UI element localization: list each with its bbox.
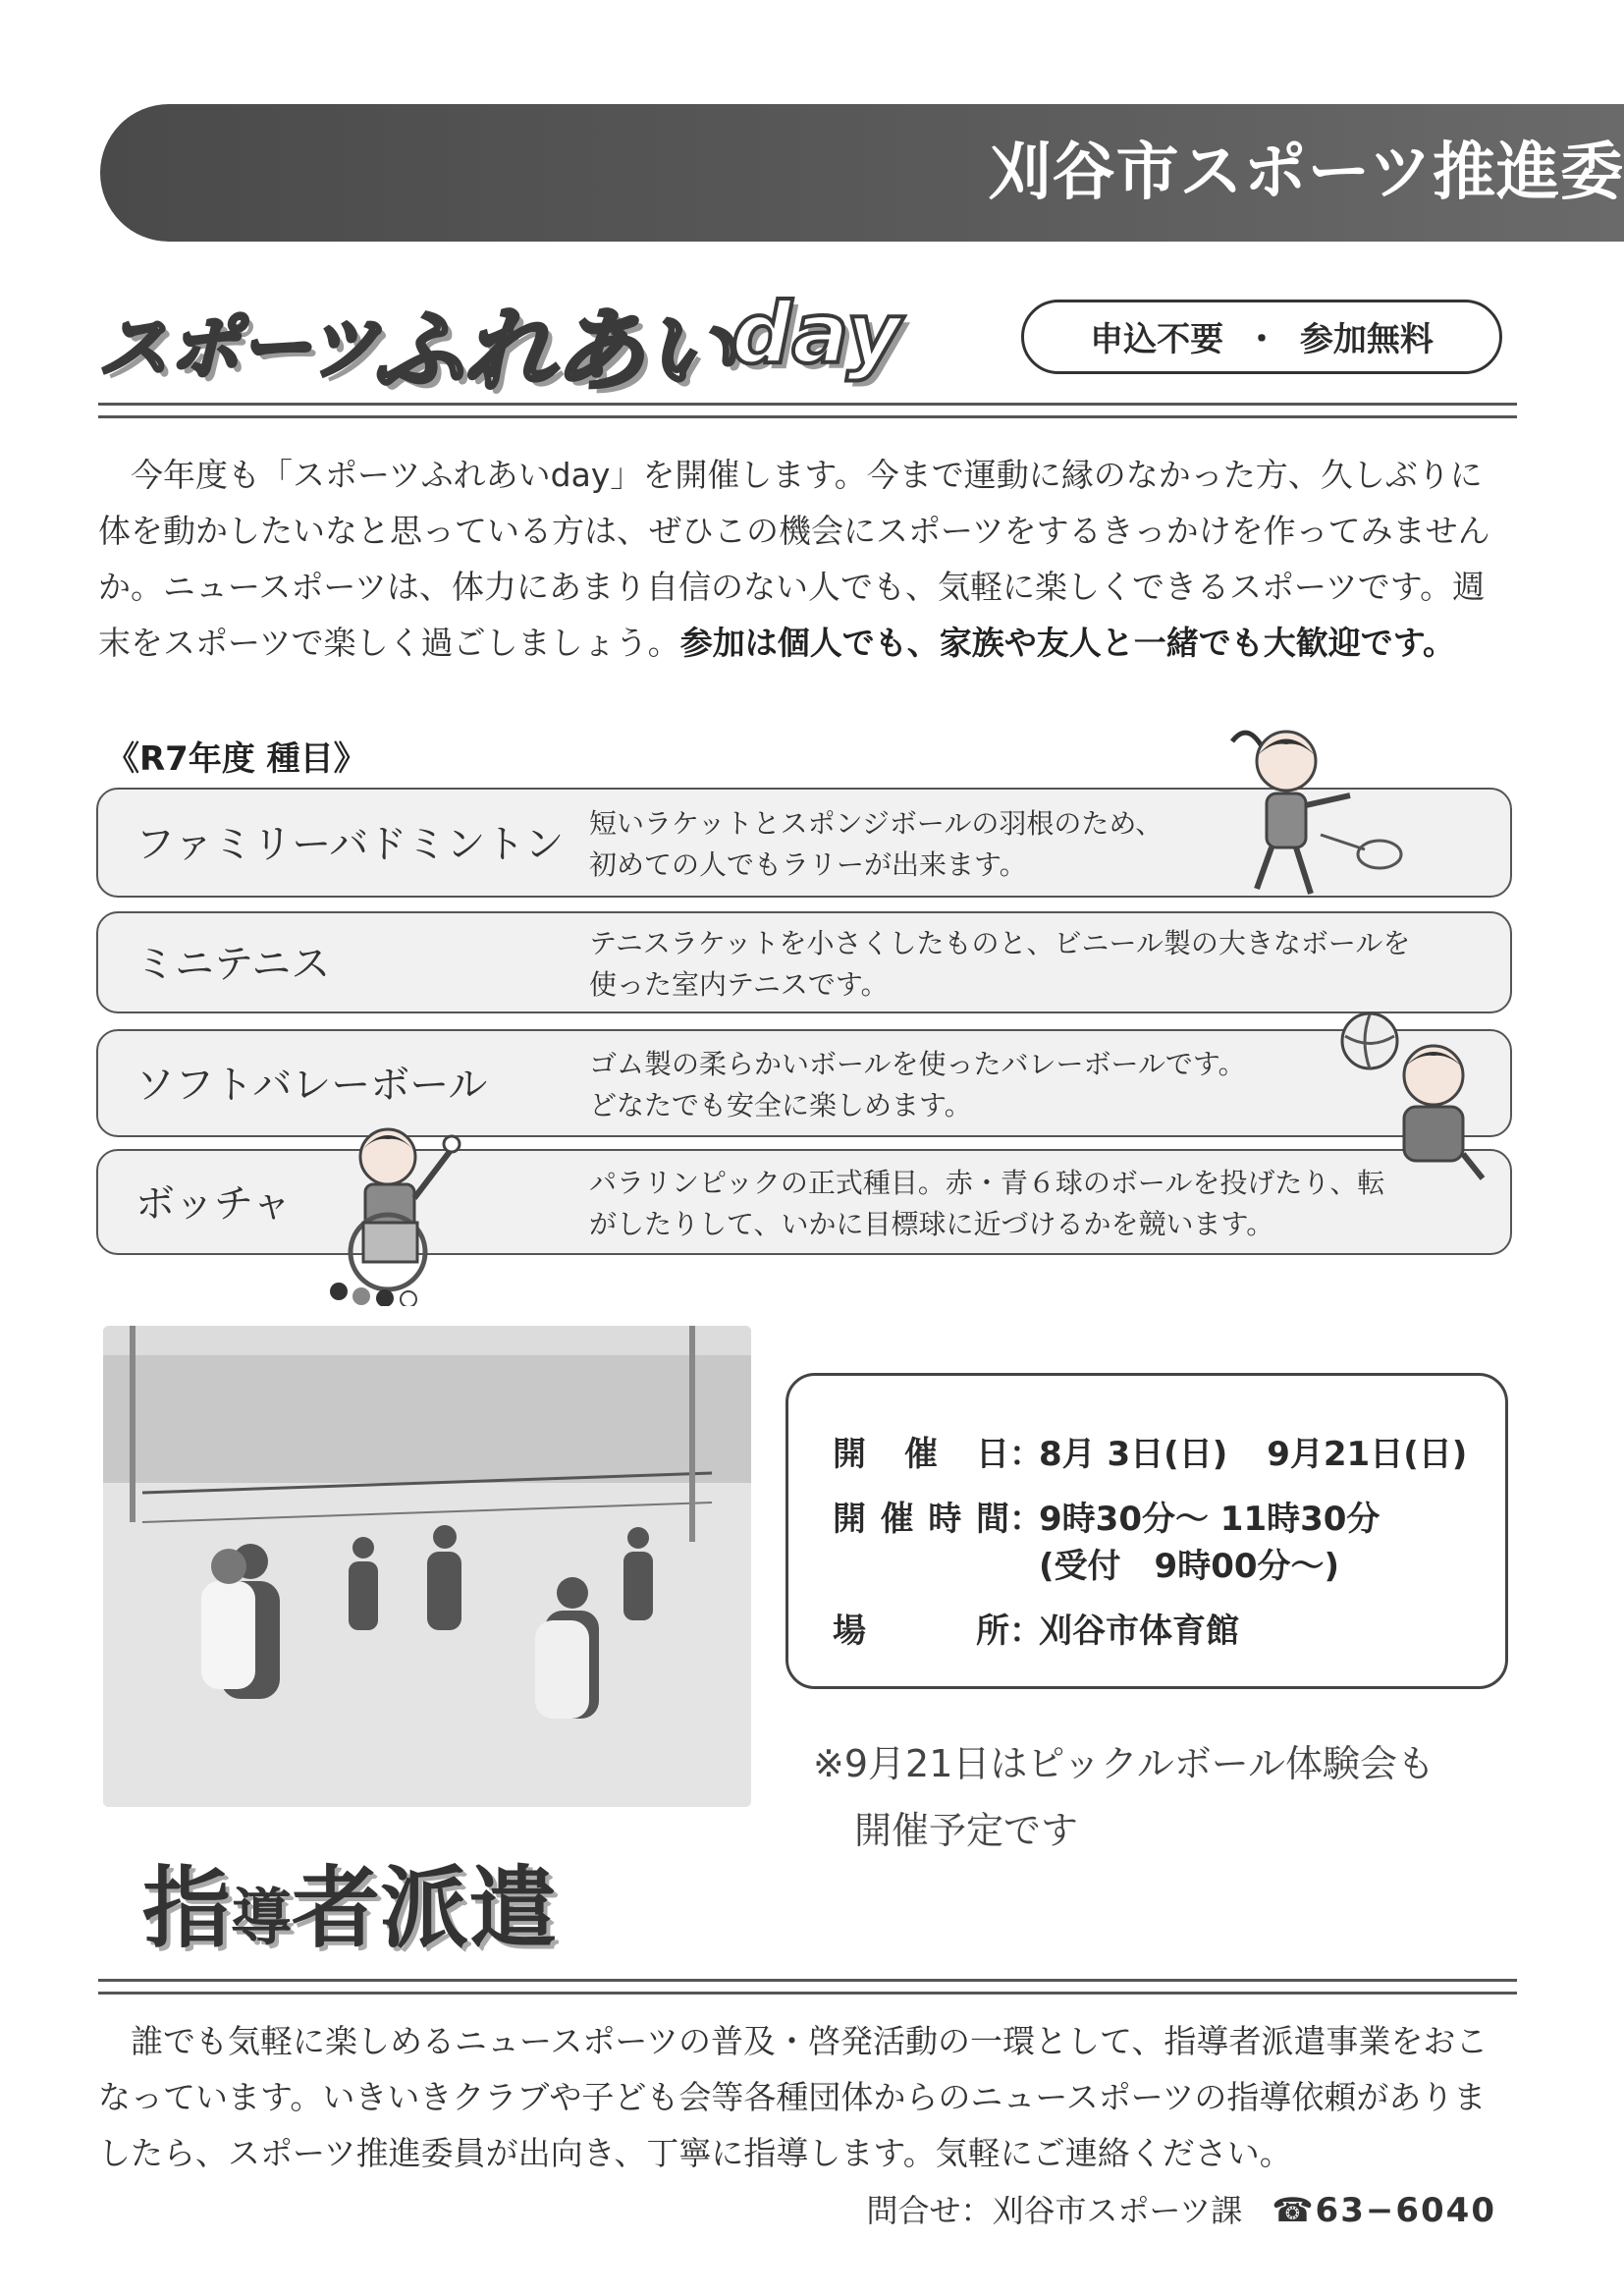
event-name: ボッチャ [135,1181,292,1227]
place-value: 刈谷市体育館 [1039,1612,1239,1651]
colon: ： [1009,1435,1043,1474]
dispatch-title-rest: 者派遣 [292,1857,558,1960]
feature-title-fureai: ふれあい [373,299,735,404]
event-name: ミニテニス [135,942,331,987]
event-card-softvolleyball [96,1029,1512,1137]
colon: ： [1009,1612,1043,1651]
note-line: 開催予定です [854,1809,1079,1852]
event-description [589,923,1410,1006]
event-card-minitennis [96,911,1512,1013]
dispatch-title-char: 指 [142,1857,231,1960]
event-desc-line: がしたりして、いかに目標球に近づけるかを競います。 [589,1208,1274,1240]
colon: ： [1009,1500,1043,1539]
info-place-row [833,1604,1239,1652]
intro-bold-text: 参加は個人でも、家族や友人と一緒でも大歓迎です。 [679,624,1456,662]
pickleball-note [813,1730,1500,1864]
header-title: 刈谷市スポーツ推進委 [988,137,1624,209]
reception-time: (受付 9時00分～) [1039,1547,1340,1586]
event-name: ファミリーバドミントン [135,822,565,867]
intro-text: 今年度も「スポーツふれあいday」を開催します。今まで運動に縁のなかった方、久しぶりに体を動かしたいなと思っている方は、ぜひこの機会にスポーツをするきっかけを作ってみませんか。ニュースポーツは、体力にあまり自信のない人でも、気軽に楽しくできるスポーツです。週末をスポーツで楽しく過ごしましょう。 [98,456,1490,662]
place-label: 場所 [833,1612,1009,1651]
info-time-row [833,1492,1380,1540]
event-desc-line: どなたでも安全に楽しめます。 [589,1089,972,1121]
info-date-row [833,1427,1467,1475]
date-1: 8月 3日(日) [1039,1435,1228,1474]
event-info-box [785,1373,1508,1689]
events-heading: 《R7年度 種目》 [106,739,367,779]
contact-info [866,2186,1496,2231]
event-card-boccia [96,1149,1512,1255]
gym-activity-photo [103,1326,751,1807]
event-desc-line: ゴム製の柔らかいボールを使ったバレーボールです。 [589,1048,1246,1080]
event-desc-line: 初めての人でもラリーが出来ます。 [589,848,1027,881]
dispatch-paragraph: 誰でも気軽に楽しめるニュースポーツの普及・啓発活動の一環として、指導者派遣事業をおこなっています。いきいきクラブや子ども会等各種団体からのニュースポーツの指導依頼がありましたら、スポーツ推進委員が出向き、丁寧に指導します。気軽にご連絡ください。 [98,2022,1489,2172]
time-label: 開催時間 [833,1500,1009,1539]
event-description [589,1163,1384,1245]
event-name: ソフトバレーボール [135,1063,488,1108]
event-desc-line: 使った室内テニスです。 [589,968,889,1001]
contact-phone: ☎63−6040 [1272,2191,1496,2230]
note-line: ※9月21日はピックルボール体験会も [813,1742,1435,1785]
badminton-player-illustration [1203,717,1409,903]
intro-paragraph [98,447,1512,671]
event-description [589,1044,1246,1126]
event-desc-line: パラリンピックの正式種目。赤・青６球のボールを投げたり、転 [589,1167,1385,1199]
dispatch-title-char: 導 [231,1882,293,1953]
dispatch-section-title [142,1836,557,1964]
volleyball-player-illustration [1326,1007,1492,1183]
header-banner [100,104,1624,242]
free-entry-badge: 申込不要 ・ 参加無料 [1021,300,1502,374]
contact-label: 問合せ：刈谷市スポーツ課 [866,2192,1243,2229]
date-label: 開催日 [833,1435,1009,1474]
boccia-player-illustration [314,1120,471,1306]
date-2: 9月21日(日) [1267,1435,1468,1474]
section-divider [98,1979,1517,1995]
section-divider [98,403,1517,418]
event-description [589,803,1163,886]
time-value: 9時30分～ 11時30分 [1039,1500,1380,1539]
event-desc-line: 短いラケットとスポンジボールの羽根のため、 [589,807,1164,840]
event-desc-line: テニスラケットを小さくしたものと、ビニール製の大きなボールを [589,927,1411,959]
feature-title-day: day [731,285,902,383]
feature-title-sports: スポーツ [98,306,379,389]
